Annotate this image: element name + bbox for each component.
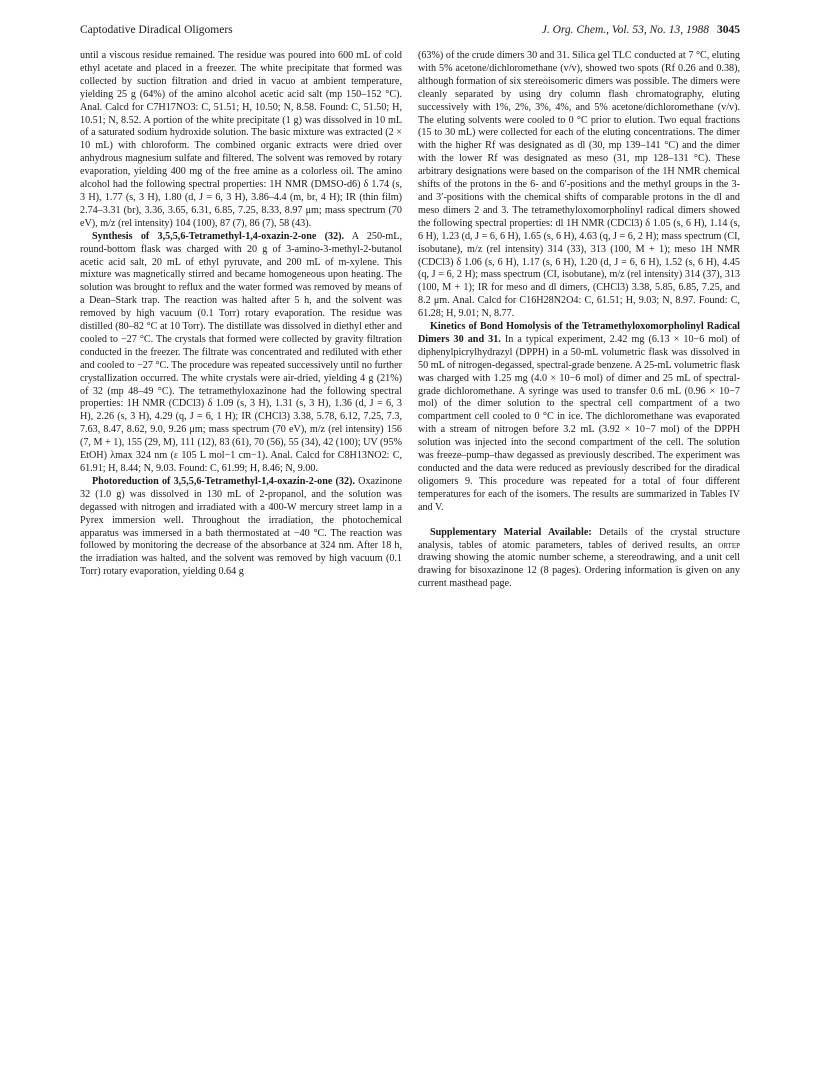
supplementary-body-b: drawing showing the atomic number scheme, a stereodrawing, and a unit cell drawing for bisoxazinone 12 (8 pages). Ordering information is given on any current masthead page. [418, 552, 740, 590]
supplementary-material [418, 527, 740, 592]
paragraph-photoreduction [80, 476, 402, 579]
journal-citation [542, 24, 740, 36]
section-heading-photoreduction: Photoreduction of 3,5,5,6-Tetramethyl-1,4-oxazin-2-one (32). [92, 475, 355, 487]
paragraph-continuation: until a viscous residue remained. The residue was poured into 600 mL of cold ethyl acetate and placed in a freezer. The white precipitate that formed was collected by suction filtration and dried in vacuo at ambient temperature, yielding 25 g (64%) of the amino alcohol acetic acid salt (mp 150–152 °C). Anal. Calcd for C7H17NO3: C, 51.51; H, 10.50; N, 8.58. Found: C, 51.50; H, 10.51; N, 8.52. A portion of the white precipitate (1 g) was dissolved in 10 mL of a saturated sodium hydroxide solution. The basic mixture was extracted (2 × 10 mL) with chloroform. The combined organic extracts were dried over anhydrous magnesium sulfate and filtered. The solvent was removed by rotary evaporation, yielding 400 mg of the free amine as a colorless oil. The amino alcohol had the following spectral properties: 1H NMR (DMSO-d6) δ 1.74 (s, 3 H), 1.77 (s, 3 H), 1.80 (d, J = 6, 3 H), 3.86–4.4 (m, br, 4 H); IR (thin film) 2.74–3.31 (br), 3.36, 3.65, 6.31, 6.85, 7.25, 8.33, 8.97 μm; mass spectrum (70 eV), m/z (rel intensity) 104 (100), 87 (7), 86 (7), 58 (43). [80, 50, 402, 229]
running-head [80, 24, 740, 42]
supplementary-heading: Supplementary Material Available: [430, 526, 592, 538]
running-title: Captodative Diradical Oligomers [80, 24, 233, 36]
paragraph-synthesis [80, 231, 402, 476]
ortep-term: ortep [718, 539, 740, 551]
right-column [418, 50, 740, 591]
paragraph-synthesis-body: A 250-mL, round-bottom flask was charged with 20 g of 3-amino-3-methyl-2-butanol acetic acid salt, 20 mL of ethyl pyruvate, and 200 mL of m-xylene. This mixture was magnetically stirred and became homogeneous upon heating. The solution was brought to reflux and the water formed was removed by means of a Dean–Stark trap. The reaction was halted after 5 h, and the solvent was removed by high vacuum (0.1 Torr) rotary evaporation. The residue was distilled (80–82 °C at 10 Torr). The distillate was dissolved in diethyl ether and cooled to −27 °C. The crystals that formed were collected by gravity filtration conducted in the freezer. The filtrate was concentrated and rediluted with ether and cooled to −27 °C. The procedure was repeated successively until no further crystallization occurred. The white crystals were air-dried, yielding 4 g (21%) of 32 (mp 48–49 °C). The tetramethyloxazinone had the following spectral properties: 1H NMR (CDCl3) δ 1.09 (s, 3 H), 1.31 (s, 3 H), 1.36 (d, J = 6, 3 H), 2.26 (s, 3 H), 4.29 (q, J = 6, 1 H); IR (CHCl3) 3.38, 5.78, 6.12, 7.25, 7.3, 7.63, 8.47, 8.62, 9.0, 9.26 μm; mass spectrum (70 eV), m/z (rel intensity) 156 (7, M + 1), 155 (29, M), 111 (12), 83 (61), 70 (56), 55 (34), 42 (100); UV (95% EtOH) λmax 324 nm (ε 105 L mol−1 cm−1). Anal. Calcd for C8H13NO2: C, 61.91; H, 8.44; N, 9.03. Found: C, 61.99; H, 8.46; N, 9.00. [80, 230, 402, 474]
page-number: 3045 [717, 24, 740, 36]
section-heading-kinetics: Kinetics of Bond Homolysis of the Tetramethyloxomorpholinyl Radical Dimers 30 and 31. [418, 321, 740, 345]
left-column [80, 50, 402, 579]
supplementary-body-a: Details of the crystal structure analysis, tables of atomic parameters, tables of derived results, an [418, 526, 741, 551]
paragraph-photoreduction-body: Oxazinone 32 (1.0 g) was dissolved in 130 mL of 2-propanol, and the solution was degassed with nitrogen and irradiated with a 400-W mercury street lamp in a Pyrex immersion well. Throughout the irradiation, the photochemical apparatus was immersed in a bath thermostated at −40 °C. The reaction was followed by monitoring the decrease of the absorbance at 324 nm. After 18 h, the irradiation was halted, and the solvent was removed by high vacuum (0.1 Torr) rotary evaporation, yielding 0.64 g [80, 475, 403, 578]
paragraph-kinetics [418, 321, 740, 515]
paragraph-dimers: (63%) of the crude dimers 30 and 31. Silica gel TLC conducted at 7 °C, eluting with 5% acetone/dichloromethane (v/v), showed two spots (Rf 0.26 and 0.38), although formation of six stereoisomeric dimers was possible. The dimers were cleanly separated by using dry column flash chromatography, eluting successively with 1%, 2%, 3%, 4%, and 5% acetone/dichloromethane (v/v). The eluting solvents were cooled to 0 °C prior to elution. Two equal fractions (15 to 30 mL) were collected for each of the eluting concentrations. The dimer with the higher Rf was designated as dl (30, mp 139–141 °C) and the dimer with the lower Rf was designated as meso (31, mp 128–131 °C). These arbitrary designations were based on the comparison of the 1H NMR chemical shifts of the protons in the 6- and 6′-positions and the methyl groups in the 3- and 3′-positions with the chemical shifts of comparable protons in the dl and meso dimers 2 and 3. The tetramethyloxomorpholinyl radical dimers showed the following spectral properties: dl 1H NMR (CDCl3) δ 1.05 (s, 6 H), 1.14 (s, 6 H), 1.23 (d, J = 6, 6 H), 1.65 (s, 6 H), 4.63 (q, J = 6, 2 H); mass spectrum (CI, isobutane), m/z (rel intensity) 314 (33), 313 (100, M + 1); meso 1H NMR (CDCl3) δ 1.06 (s, 6 H), 1.17 (s, 6 H), 1.20 (d, J = 6, 6 H), 1.52 (s, 6 H), 4.45 (q, J = 6, 2 H); mass spectrum (CI, isobutane), m/z (rel intensity) 314 (37), 313 (100, M + 1); IR for meso and dl dimers, (CHCl3) 3.38, 5.85, 6.85, 7.25, and 8.2 μm. Anal. Calcd for C16H28N2O4: C, 61.51; H, 9.03; N, 8.97. Found: C, 61.28; H, 9.01; N, 8.77. [418, 50, 740, 320]
section-heading-synthesis: Synthesis of 3,5,5,6-Tetramethyl-1,4-oxazin-2-one (32). [92, 230, 345, 242]
paragraph-kinetics-body: In a typical experiment, 2.42 mg (6.13 × 10−6 mol) of diphenylpicrylhydrazyl (DPPH) in a 50-mL volumetric flask was dissolved in 50 mL of nitrogen-degassed, spectral-grade benzene. A 25-mL volumetric flask was charged with 1.25 mg (4.0 × 10−6 mol) of dimer and 25 mL of spectral-grade dichloromethane. A syringe was used to transfer 0.6 mL (0.96 × 10−7 mol) of the dimer solution to the spectral cell compartment of a two compartment cell cooled to 0 °C in ice. The dichloromethane was evaporated with a stream of nitrogen before 3.2 mL (3.92 × 10−7 mol) of the DPPH solution was injected into the second compartment of the cell. The solution was freeze–pump–thaw degassed as previously described. The experiment was conducted and the data were reduced as previously described for the diradical oligomers 9. This procedure was repeated for a total of four different temperatures for each of the isomers. The results are summarized in Tables IV and V. [418, 333, 740, 513]
journal-name: J. Org. Chem., Vol. 53, No. 13, 1988 [541, 24, 709, 36]
